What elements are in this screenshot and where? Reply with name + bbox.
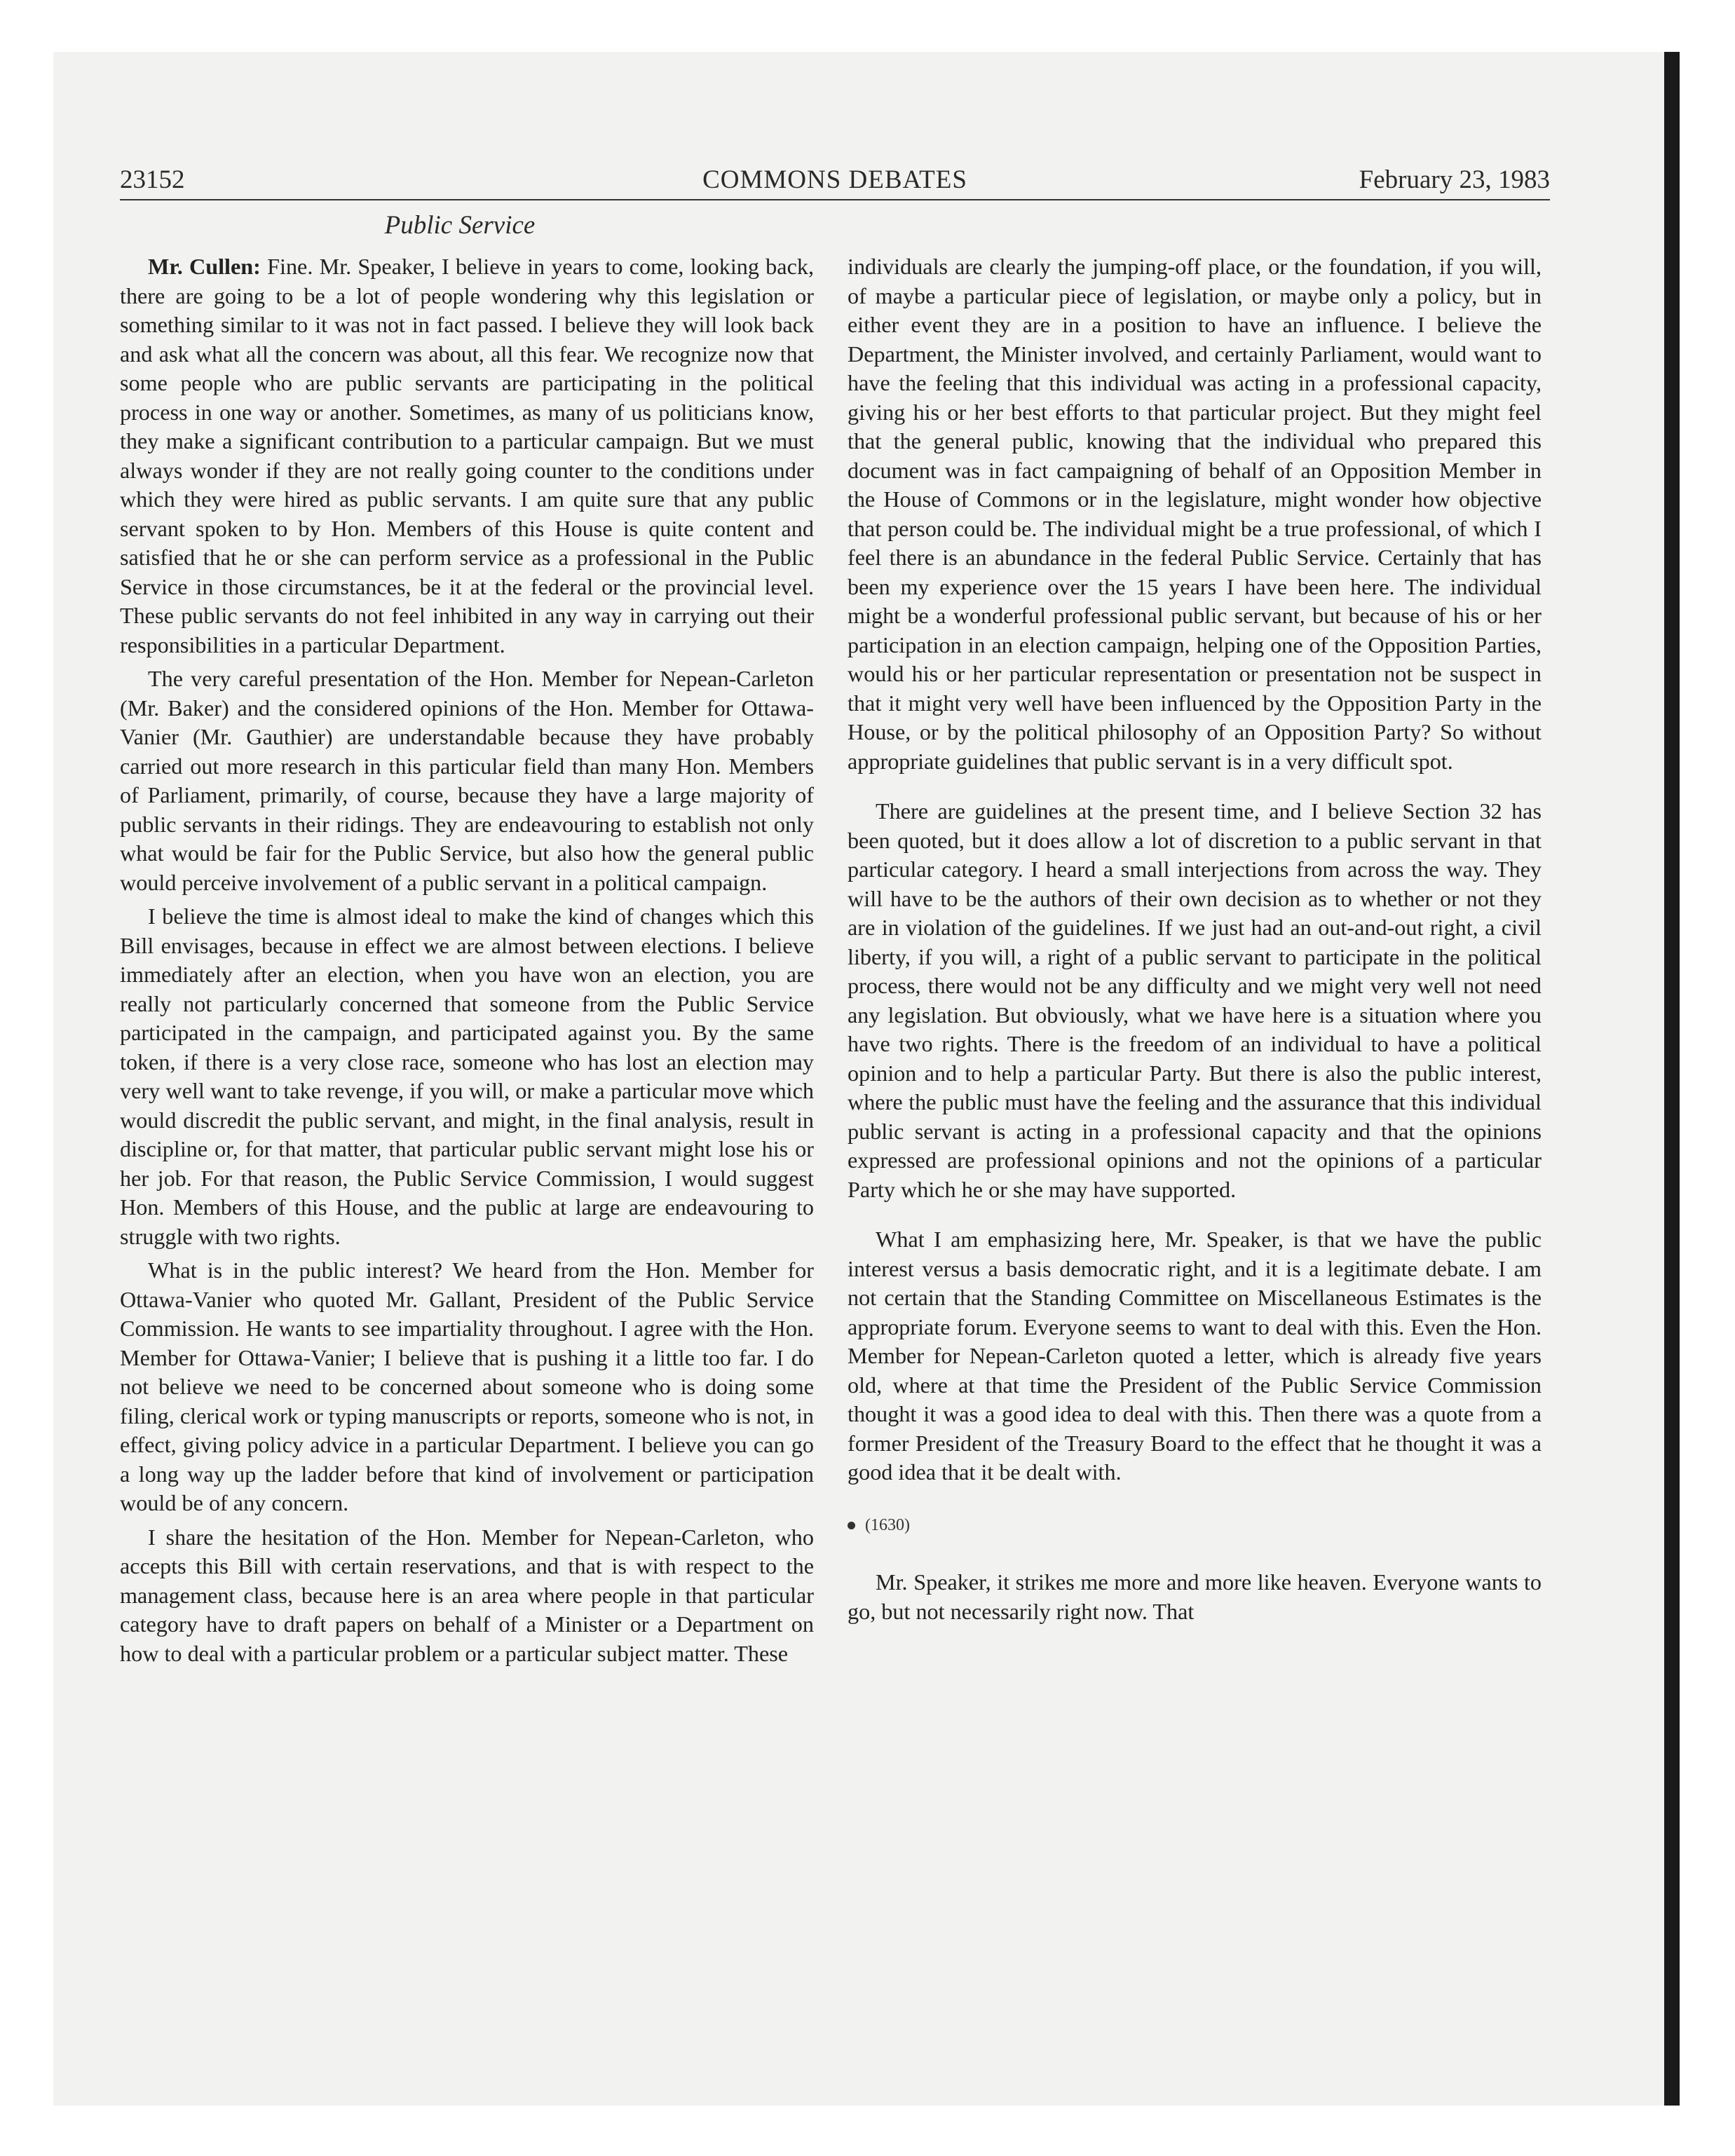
paragraph: What I am emphasizing here, Mr. Speaker, is that we have the public interest versus a basis democratic right, and it is a legitimate debate. I am not certain that the Standing Committee on Miscellaneous Estimates is the appropriate forum. Everyone seems to want to deal with this. Even the Hon. Member for Nepean-Carleton quoted a letter, which is already five years old, where at that time the President of the Public Service Commission thought it was a good idea to deal with this. Then there was a quote from a former President of the Treasury Board to the effect that he thought it was a good idea that it be dealt with. — [848, 1227, 1542, 1485]
paragraph-text: Fine. Mr. Speaker, I believe in years to come, looking back, there are going to be a lot of people wondering why this legislation or something similar to it was not in fact passed. I believe they will look back and ask what all the concern was about, all this fear. We recognize now that some people who are public servants are participating in the political process in one way or another. Sometimes, as many of us politicians know, they make a significant contribution to a particular campaign. But we must always wonder if they are not really going counter to the conditions under which they were hired as public servants. I am quite sure that any public servant spoken to by Hon. Members of this House is quite content and satisfied that he or she can perform service as a professional in the Public Service in those circumstances, be it at the federal or the provincial level. These public servants do not feel inhibited in any way in carrying out their responsibilities in a particular Department. — [120, 254, 814, 657]
bullet-icon — [848, 1522, 855, 1529]
paragraph: There are guidelines at the present time, and I believe Section 32 has been quoted, but it does allow a lot of discretion to a public servant in that particular category. I heard a small interjections from across the way. They will have to be the authors of their own decision as to whether or not they are in violation of the guidelines. If we just had an out-and-out right, a civil liberty, if you will, a right of a public servant to participate in the political process, there would not be any difficulty and we might very well not need any legislation. But obviously, what we have here is a situation where you have two rights. There is the freedom of an individual to have a political opinion and to help a particular Party. But there is also the public interest, where the public must have the feeling and the assurance that this individual public servant is acting in a professional capacity and that the opinions expressed are professional opinions and not the opinions of a particular Party which he or she may have supported. — [848, 798, 1542, 1202]
paragraph: Mr. Speaker, it strikes me more and more like heaven. Everyone wants to go, but not necessarily right now. That — [848, 1569, 1542, 1624]
time-marker — [848, 1511, 1542, 1541]
publication-title: COMMONS DEBATES — [702, 165, 967, 194]
left-column — [120, 252, 814, 1668]
running-header — [120, 163, 1550, 200]
paragraph: What is in the public interest? We heard from the Hon. Member for Ottawa-Vanier who quoted Mr. Gallant, President of the Public Service Commission. He wants to see impartiality throughout. I agree with the Hon. Member for Ottawa-Vanier; I believe that is pushing it a little too far. I do not believe we need to be concerned about someone who is doing some filing, clerical work or typing manuscripts or reports, someone who is not, in effect, giving policy advice in a particular Department. I believe you can go a long way up the ladder before that kind of involvement or participation would be of any concern. — [120, 1257, 814, 1515]
page-number: 23152 — [120, 165, 185, 194]
paragraph: I share the hesitation of the Hon. Member for Nepean-Carleton, who accepts this Bill with certain reservations, and that is with respect to the management class, because here is an area where people in that particular category have to draft papers on behalf of a Minister or a Department on how to deal with a particular problem or a particular subject matter. These — [120, 1524, 814, 1666]
paragraph: individuals are clearly the jumping-off place, or the foundation, if you will, of maybe a particular piece of legislation, or maybe only a policy, but in either event they are in a position to have an influence. I believe the Department, the Minister involved, and certainly Parliament, would want to have the feeling that this individual was acting in a professional capacity, giving his or her best efforts to that particular project. But they might feel that the general public, knowing that the individual who prepared this document was in fact campaigning of behalf of an Opposition Member in the House of Commons or in the legislature, might wonder how objective that person could be. The individual might be a true professional, of which I feel there is an abundance in the federal Public Service. Certainly that has been my experience over the 15 years I have been here. The individual might be a wonderful professional public servant, but because of his or her participation in an election campaign, helping one of the Opposition Parties, would his or her particular representation or presentation not be suspect in that it might very well have been influenced by the Opposition Party in the House, or by the political philosophy of an Opposition Party? So without appropriate guidelines that public servant is in a very difficult spot. — [848, 254, 1542, 774]
right-column — [848, 252, 1542, 1626]
paragraph: The very careful presentation of the Hon. Member for Nepean-Carleton (Mr. Baker) and the considered opinions of the Hon. Member for Ottawa-Vanier (Mr. Gauthier) are understandable because they have probably carried out more research in this particular field than many Hon. Members of Parliament, primarily, of course, because they have a large majority of public servants in their ridings. They are endeavouring to establish not only what would be fair for the Public Service, but also how the general public would perceive involvement of a public servant in a political campaign. — [120, 666, 814, 895]
time-marker-text: (1630) — [865, 1515, 910, 1534]
speaker-name: Mr. Cullen: — [148, 254, 261, 279]
section-title: Public Service — [384, 211, 536, 240]
paragraph — [120, 252, 814, 660]
paragraph: I believe the time is almost ideal to make the kind of changes which this Bill envisages, because in effect we are almost between elections. I believe immediately after an election, when you have won an election, you are really not particularly concerned that someone from the Public Service participated in the campaign, and participated against you. By the same token, if there is a very close race, someone who has lost an election may very well want to take revenge, if you will, or make a particular move which would discredit the public servant, and might, in the final analysis, result in discipline or, for that matter, that particular public servant might lose his or her job. For that reason, the Public Service Commission, I would suggest Hon. Members of this House, and the public at large are endeavouring to struggle with two rights. — [120, 903, 814, 1249]
page-binding-edge — [1664, 52, 1680, 2106]
page-date: February 23, 1983 — [1359, 165, 1550, 194]
